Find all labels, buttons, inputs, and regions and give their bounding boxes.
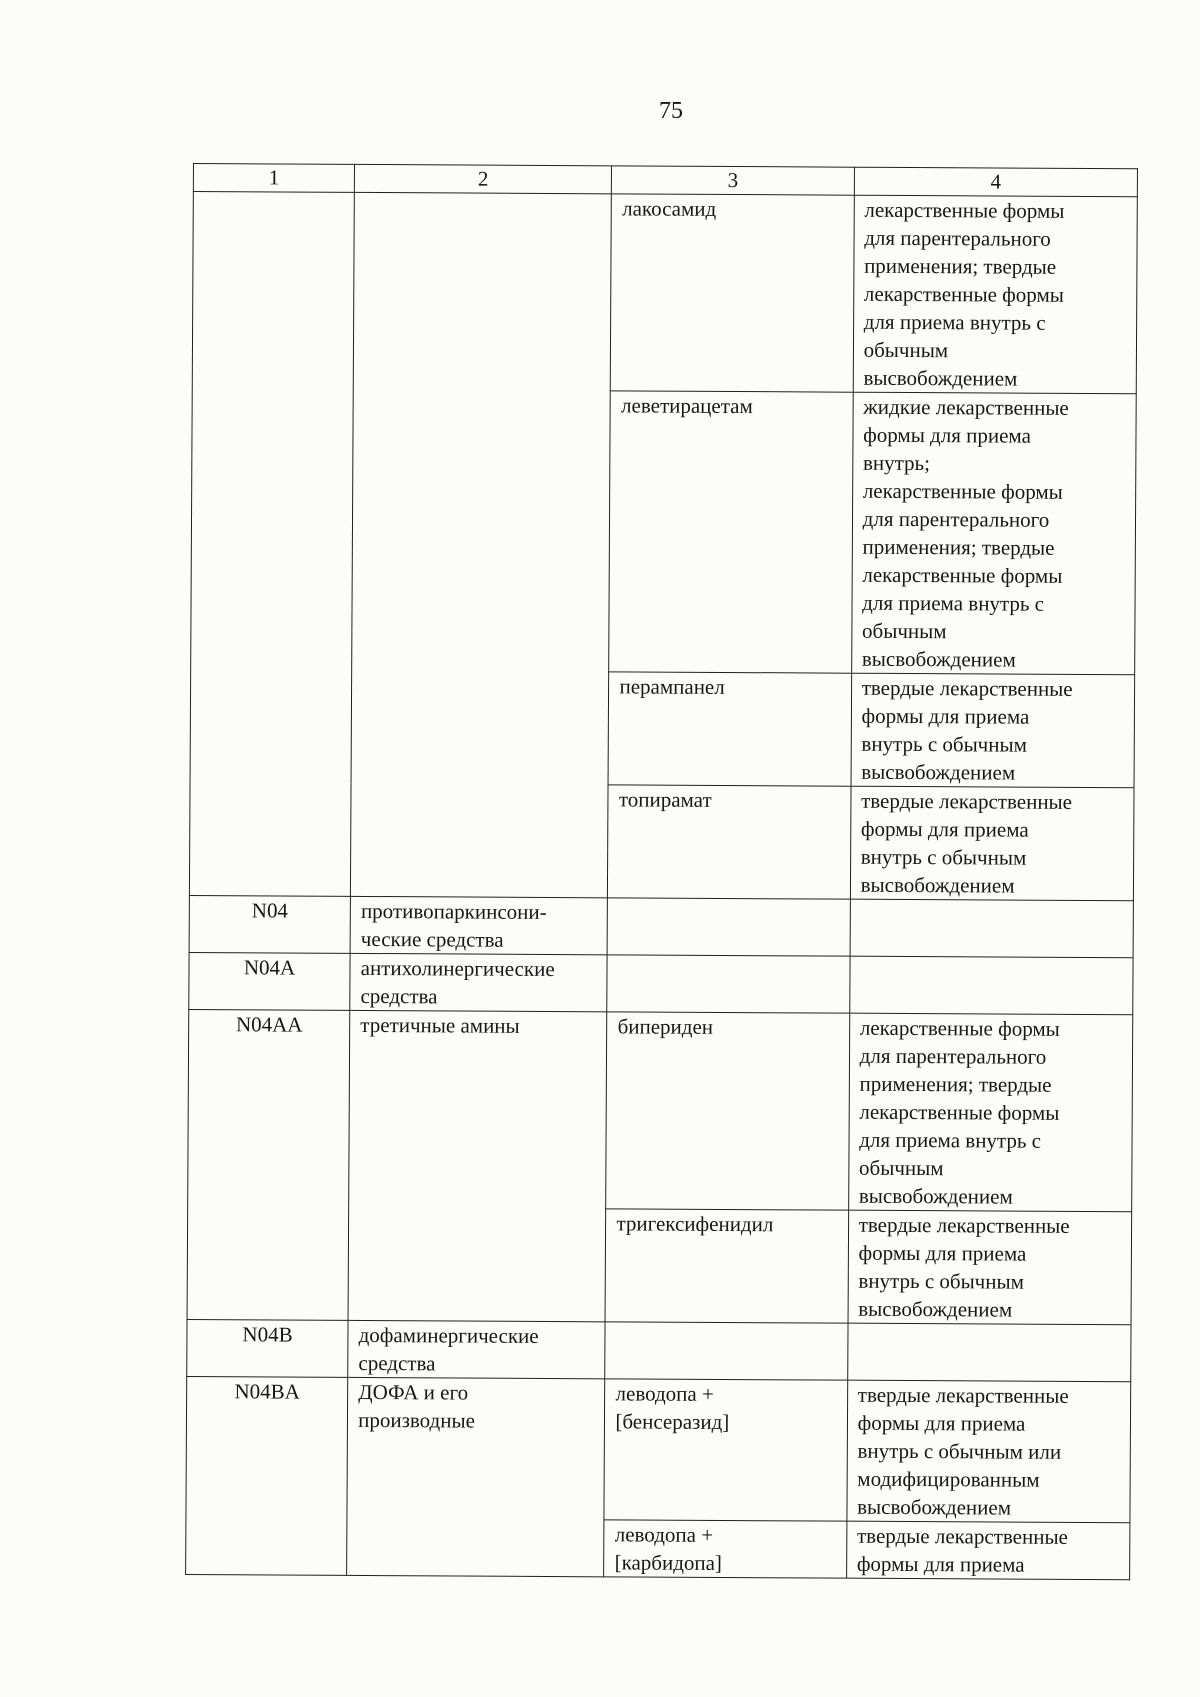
dosage-forms-cell: твердые лекарственные формы для приема внутрь с обычным или модифицированным высвобождением [847,1380,1131,1523]
dosage-forms-cell: твердые лекарственные формы для приема внутрь с обычным высвобождением [850,786,1134,901]
group-name-cell: противопаркинсони- ческие средства [350,896,608,954]
atc-code-cell: N04AA [187,1009,350,1320]
dosage-forms-cell [847,1323,1131,1382]
dosage-forms-cell [850,899,1134,958]
atc-code-cell: N04 [189,895,350,953]
page-number: 75 [659,98,683,124]
drug-name-cell: леводопа + [бенсеразид] [604,1379,847,1521]
group-name-cell: антихолинергические средства [350,953,608,1011]
drug-name-cell [607,955,850,1013]
drug-name-cell: леветирацетам [609,391,853,673]
drug-name-cell: перампанел [608,672,851,786]
drug-name-cell: тригексифенидил [605,1209,848,1323]
drug-name-cell: бипериден [606,1012,849,1210]
group-name-cell [351,192,612,897]
drug-name-cell: лакосамид [611,194,854,392]
table-row [192,192,1137,394]
dosage-forms-cell: лекарственные формы для парентерального применения; твердые лекарственные формы для приема внутрь с обычным высвобождением [853,195,1137,394]
table-row [189,895,1133,957]
atc-code-cell: N04BA [186,1376,348,1575]
dosage-forms-cell: твердые лекарственные формы для приема внутрь с обычным высвобождением [848,1210,1132,1325]
drug-name-cell: леводопа + [карбидопа] [604,1520,847,1578]
drug-name-cell: топирамат [608,785,851,899]
dosage-forms-cell: твердые лекарственные формы для приема [846,1521,1130,1580]
drug-classification-table [185,163,1138,1580]
atc-code-cell [189,192,354,897]
drug-name-cell [608,898,851,956]
drug-name-cell [605,1322,848,1380]
table-row [186,1376,1131,1522]
dosage-forms-cell: твердые лекарственные формы для приема внутрь с обычным высвобождением [851,673,1135,788]
group-name-cell: третичные амины [348,1010,607,1321]
column-header-1: 1 [193,164,354,193]
atc-code-cell: N04B [187,1319,348,1377]
column-header-3: 3 [612,166,854,195]
table-row [187,1319,1131,1381]
column-header-2: 2 [354,164,611,193]
dosage-forms-cell [849,956,1133,1015]
table-row [188,1009,1133,1211]
dosage-forms-cell: лекарственные формы для парентерального применения; твердые лекарственные формы для приема внутрь с обычным высвобождением [848,1013,1132,1212]
table-row [189,952,1133,1014]
group-name-cell: ДОФА и его производные [347,1377,605,1576]
dosage-forms-cell: жидкие лекарственные формы для приема внутрь; лекарственные формы для парентерального применения; твердые лекарственные формы для приема внутрь с обычным высвобождением [851,392,1136,675]
atc-code-cell: N04A [189,952,350,1010]
column-header-4: 4 [854,167,1137,197]
group-name-cell: дофаминергические средства [348,1320,606,1378]
